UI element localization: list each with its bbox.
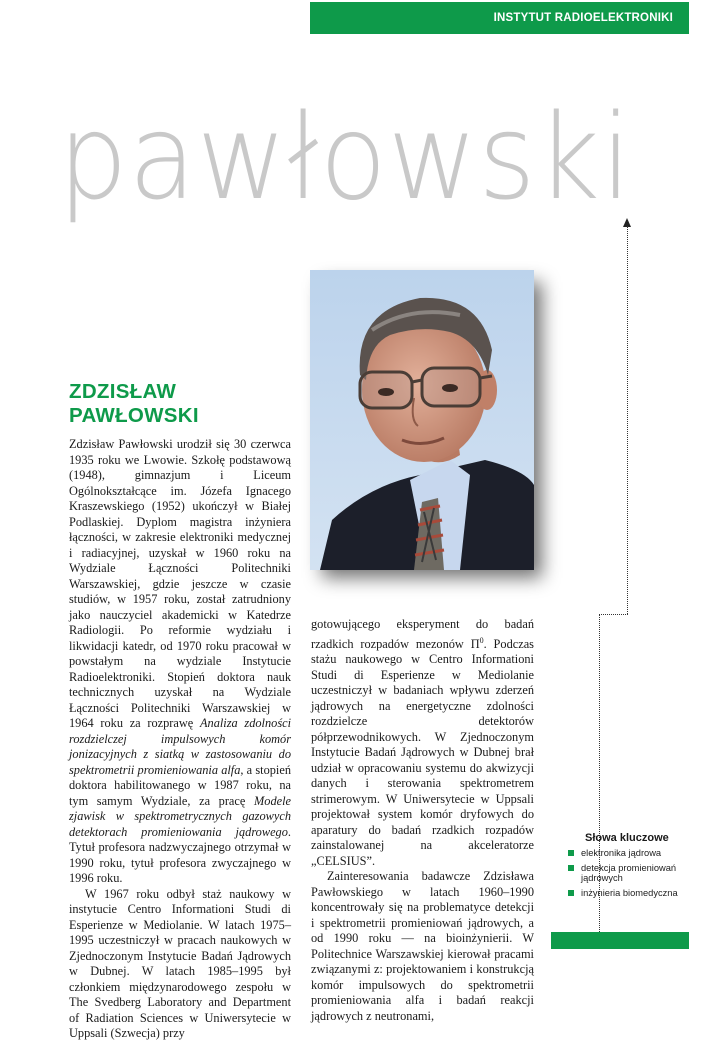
keyword-text: elektronika jądrowa	[581, 848, 662, 858]
bio-line: udział w opracowaniu systemu do akwizycji	[311, 760, 534, 775]
bio-line: Instytucie Badań Jądrowych w Dubnej brał	[311, 745, 534, 760]
keyword-item	[567, 888, 692, 899]
bio-line: wał system komór dryfowych do aparatury	[311, 807, 534, 837]
bio-line: nym Instytucie Badań Jądrowych w Dubnej.	[69, 948, 291, 978]
bio-line: gotowującego eksperyment do badań rzad	[311, 617, 534, 651]
bio-line: (1948), gimnazjum i Liceum Ogólnokształ	[69, 468, 291, 498]
biography-column-2	[311, 617, 534, 1024]
bio-line: narodowego zespołu w The Svedberg Labo	[69, 979, 291, 1009]
bio-line: w Mediolanie. W latach 1975–1995 uczest	[69, 917, 291, 947]
footer-accent-bar	[551, 932, 689, 949]
bio-line: roku na Wydziale Łączności Politechniki	[69, 545, 291, 575]
bio-line: Zainteresowania badawcze Zdzisława	[327, 869, 534, 884]
keyword-text: detekcja promieniowań jądrowych	[581, 862, 677, 883]
bio-line: getyczne zdolności rozdzielcze detektorów	[311, 698, 534, 729]
portrait-photo	[310, 270, 534, 570]
guide-line-vertical-top	[627, 226, 628, 614]
bio-line: wym. W Uniwersytecie w Uppsali projekto	[311, 791, 534, 822]
bio-line: alfa i badań reakcji jądrowych z neutronami,	[311, 993, 534, 1023]
biography-column-1	[69, 437, 291, 1042]
bio-line: naukowego w Centro Informationi Studi di	[311, 652, 534, 682]
bio-line: niczył w pracach naukowych w Zjednoczo	[69, 933, 291, 963]
square-bullet-icon	[568, 890, 574, 896]
bio-line: daniach wpływu zderzeń jądrowych na ener	[311, 683, 534, 713]
thesis-title: mieniowania alfa	[154, 762, 241, 777]
bio-line: Warszawskiej, gdzie jeszcze w czasie stu	[69, 576, 291, 606]
bio-line: roku — na bioinżynierii. W Politechnice	[311, 931, 534, 961]
keyword-item	[567, 863, 692, 884]
bio-line: 1935 roku we Lwowie. Szkołę podstawową	[69, 452, 291, 467]
habilitation-title: trometrycznych gazowych detektorach pro	[69, 809, 291, 839]
bio-line: roku za rozprawę	[100, 716, 194, 730]
heading-first-name: ZDZISŁAW	[69, 380, 177, 403]
bio-line: Łączności Politechniki Warszawskiej w 1964	[69, 700, 291, 730]
bio-line: trowały się na problematyce detekcji i spek	[311, 900, 534, 930]
habilitation-title: mieniowania jądrowego	[157, 824, 288, 839]
surname-display: pawłowski	[58, 88, 633, 226]
bio-line: z: projektowaniem i konstrukcją komór im	[311, 962, 534, 992]
habilitation-title: Modele zjawisk w spek	[69, 793, 291, 823]
institute-name: INSTYTUT RADIOELEKTRONIKI	[493, 12, 673, 24]
guide-line-horizontal	[599, 614, 628, 615]
bio-line: od 1970 roku pracował w powstałym na wy	[69, 638, 291, 668]
bio-line: , a stopień doktora habi	[69, 762, 291, 792]
bio-line: w Uniwersytecie w Uppsali (Szwecja) przy	[69, 1010, 291, 1040]
bio-line: profesora zwyczajnego w 1996 roku.	[69, 855, 291, 885]
keywords-title: Słowa kluczowe	[585, 832, 669, 844]
keywords-box	[567, 832, 692, 902]
bio-line: pulsowych do spektrometrii promieniowania	[311, 977, 534, 1008]
bio-line: W 1967 roku odbył staż naukowy w insty	[69, 886, 291, 916]
header-bar	[310, 2, 689, 34]
bio-line: tora nauk technicznych uzyskał na Wydziale	[69, 669, 292, 699]
square-bullet-icon	[568, 850, 574, 856]
bio-line: Zdzisław Pawłowski urodził się 30 czerwca	[69, 437, 291, 451]
bio-line: Warszawskiej kierował pracami związanymi	[311, 946, 534, 977]
bio-line: diów, w 1957 roku, został zatrudniony jako	[69, 592, 291, 622]
bio-line: danych i sterowania spektrometrem strimero	[311, 776, 534, 806]
thesis-title: dzielczej impulsowych komór jonizacyjnych	[69, 731, 291, 761]
bio-line: półprzewodnikowych. W Zjednoczonym	[311, 729, 534, 744]
bio-line: nauczyciel akademicki w Katedrze Radiolo	[69, 607, 291, 637]
bio-line: W latach 1985–1995 był członkiem między	[69, 964, 291, 994]
keyword-item	[567, 848, 692, 859]
bio-line: gii. Po reformie wydziału i likwidacji katedr,	[69, 623, 291, 653]
bio-line: cące im. Józefa Ignacego Kraszewskiego (1952)	[69, 483, 291, 513]
bio-line: Pawłowskiego w latach 1960–1990 koncen	[311, 884, 534, 915]
bio-line: litowanego w 1987 roku, na tym samym	[69, 778, 291, 808]
bio-line: trometrii promieniowań jądrowych, a od 1990	[311, 915, 534, 946]
keyword-text: inżynieria biomedyczna	[581, 887, 678, 898]
portrait-image	[310, 270, 534, 570]
thesis-title: z siatką w zastosowaniu do spektrometrii pro	[69, 747, 291, 777]
thesis-title: Analiza zdolności roz	[69, 716, 292, 746]
bio-line: ki medycznej i radiacyjnej, uzyskał w 1960	[69, 530, 292, 560]
heading-last-name: PAWŁOWSKI	[69, 404, 199, 427]
bio-line: . Podczas stażu	[311, 636, 534, 667]
bio-line: tra inżyniera łączności, w zakresie elektroni	[69, 514, 291, 544]
bio-line: ukończył w Białej Podlaskiej. Dyplom magis	[69, 499, 291, 529]
bio-line: dziale Instytucie Radioelektroniki. Stopień dok	[69, 654, 291, 684]
person-name-heading	[69, 380, 299, 428]
bio-line: Esperienze w Mediolanie uczestniczył w ba	[311, 667, 534, 698]
bio-line: ratory and Department of Radiation Sciences	[69, 995, 292, 1025]
bio-line: nadzwyczajnego otrzymał w 1990 roku, tytuł	[69, 840, 291, 870]
superscript: 0	[479, 635, 484, 645]
square-bullet-icon	[568, 865, 574, 871]
bio-line: tucie Centro Informationi Studi di Esperienze	[69, 902, 291, 932]
bio-line: kich rozpadów mezonów Π	[332, 636, 480, 651]
bio-line: na akceleratorze „CELSIUS”.	[311, 838, 534, 868]
bio-line: do badań rzadkich rozpadów zainstalowanej	[311, 822, 534, 853]
bio-line: Wydziale, za pracę	[140, 793, 246, 808]
bio-line: . Tytuł profesora	[69, 824, 291, 854]
